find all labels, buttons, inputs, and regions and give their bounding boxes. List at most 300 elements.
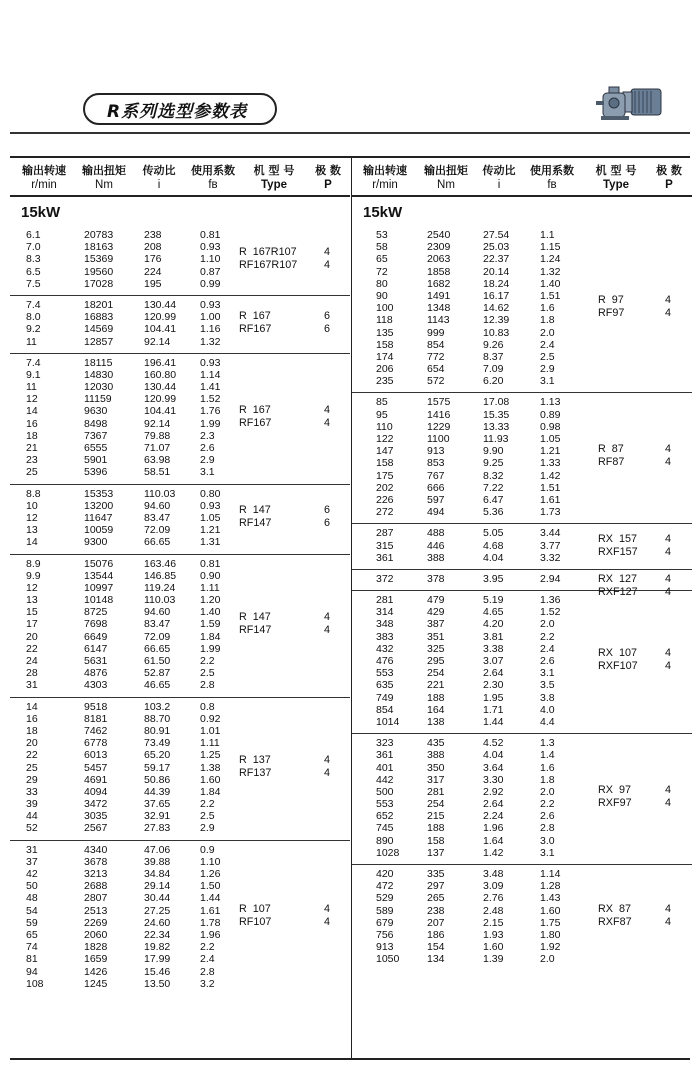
table-row xyxy=(10,880,350,892)
model-type: RXF157 xyxy=(598,545,638,558)
table-row xyxy=(352,749,692,761)
header-speed: 输出转速 xyxy=(22,164,66,177)
service-factor: 0.81 xyxy=(200,229,221,241)
output-torque: 188 xyxy=(427,822,445,835)
unit-factor: fв xyxy=(547,179,557,191)
unit-speed: r/min xyxy=(372,179,398,191)
service-factor: 2.3 xyxy=(200,429,215,442)
service-factor: 0.81 xyxy=(200,557,221,570)
ratio: 13.50 xyxy=(144,977,171,990)
table-row xyxy=(10,786,350,798)
output-speed: 442 xyxy=(376,773,394,786)
output-speed: 53 xyxy=(376,229,388,241)
pole-count: 6 xyxy=(324,517,331,530)
output-speed: 44 xyxy=(26,810,38,823)
output-torque: 1100 xyxy=(427,433,450,445)
ratio: 160.80 xyxy=(144,368,177,381)
table-row xyxy=(10,369,350,381)
pole-count: 4 xyxy=(324,915,331,928)
output-torque: 3472 xyxy=(84,798,108,811)
ratio: 176 xyxy=(144,253,162,266)
output-speed: 314 xyxy=(376,606,394,619)
table-row xyxy=(352,679,692,691)
pole-counts xyxy=(665,294,671,320)
output-speed: 383 xyxy=(376,630,394,643)
output-speed: 110 xyxy=(376,420,393,433)
output-speed: 59 xyxy=(26,916,38,929)
output-speed: 42 xyxy=(26,868,38,880)
pole-count: 4 xyxy=(665,532,672,545)
table-row xyxy=(352,494,692,506)
output-speed: 80 xyxy=(376,277,388,290)
model-types xyxy=(239,903,271,929)
ratio: 73.49 xyxy=(144,737,171,750)
model-group xyxy=(10,226,350,296)
table-row xyxy=(10,454,350,466)
output-torque: 5631 xyxy=(84,655,108,667)
model-group xyxy=(10,841,350,995)
unit-torque: Nm xyxy=(437,179,455,191)
output-torque: 446 xyxy=(427,539,445,552)
ratio: 12.39 xyxy=(483,314,510,327)
ratio: 66.65 xyxy=(144,642,171,655)
output-speed: 420 xyxy=(376,868,394,880)
model-type: RX 97 xyxy=(598,784,632,797)
model-type: RXF87 xyxy=(598,915,632,928)
unit-type: Type xyxy=(603,179,629,191)
output-torque: 7698 xyxy=(84,618,108,631)
output-speed: 432 xyxy=(376,642,394,655)
output-torque: 6555 xyxy=(84,442,108,454)
model-type: RF167R107 xyxy=(239,258,298,271)
output-torque: 9630 xyxy=(84,405,108,418)
output-torque: 2567 xyxy=(84,822,108,835)
output-speed: 72 xyxy=(376,265,388,278)
title-badge xyxy=(83,93,277,125)
model-types xyxy=(239,504,271,530)
output-torque: 254 xyxy=(427,798,445,811)
output-speed: 9.2 xyxy=(26,323,41,336)
table-row xyxy=(352,822,692,834)
ratio: 24.60 xyxy=(144,916,171,929)
service-factor: 1.05 xyxy=(540,433,561,445)
service-factor: 1.1 xyxy=(540,229,555,241)
output-torque: 4094 xyxy=(84,785,108,798)
service-factor: 1.21 xyxy=(540,445,561,458)
output-speed: 281 xyxy=(376,594,394,607)
model-type: R 147 xyxy=(239,610,271,623)
table-row xyxy=(352,552,692,564)
model-type: R 87 xyxy=(598,443,624,456)
model-types xyxy=(598,443,624,469)
gear-reducer-icon xyxy=(593,83,667,125)
model-group xyxy=(352,591,692,734)
output-torque: 10059 xyxy=(84,524,114,537)
pole-counts xyxy=(324,903,330,929)
output-torque: 2807 xyxy=(84,892,108,905)
output-torque: 6013 xyxy=(84,749,108,762)
output-torque: 479 xyxy=(427,594,445,607)
table-row xyxy=(10,253,350,265)
ratio: 8.37 xyxy=(483,350,504,363)
ratio: 58.51 xyxy=(144,466,171,479)
output-torque: 1143 xyxy=(427,314,450,327)
service-factor: 0.93 xyxy=(200,499,221,512)
service-factor: 1.6 xyxy=(540,302,555,315)
output-speed: 553 xyxy=(376,798,394,811)
service-factor: 1.41 xyxy=(200,381,221,394)
service-factor: 1.10 xyxy=(200,855,221,868)
ratio: 22.37 xyxy=(483,253,510,266)
ratio: 9.26 xyxy=(483,338,504,351)
pole-counts xyxy=(665,903,671,929)
model-types xyxy=(239,404,271,430)
pole-count: 4 xyxy=(324,610,331,623)
output-torque: 281 xyxy=(427,785,445,798)
ratio: 72.09 xyxy=(144,524,171,537)
table-row xyxy=(352,631,692,643)
model-type: R 167R107 xyxy=(239,245,297,258)
model-group xyxy=(10,485,350,555)
output-torque: 164 xyxy=(427,703,445,716)
ratio: 3.64 xyxy=(483,761,504,774)
table-row xyxy=(10,798,350,810)
service-factor: 2.4 xyxy=(200,953,215,966)
output-speed: 679 xyxy=(376,916,394,929)
service-factor: 1.15 xyxy=(540,241,561,254)
service-factor: 1.51 xyxy=(540,289,561,302)
ratio: 130.44 xyxy=(144,381,177,394)
pole-count: 4 xyxy=(665,572,672,585)
output-speed: 529 xyxy=(376,892,394,905)
service-factor: 1.50 xyxy=(200,880,221,893)
table-row xyxy=(10,953,350,965)
ratio: 7.09 xyxy=(483,363,504,376)
table-row xyxy=(352,643,692,655)
ratio: 47.06 xyxy=(144,843,171,856)
output-torque: 12030 xyxy=(84,381,114,394)
model-type: RXF107 xyxy=(598,660,638,673)
header-torque: 输出扭矩 xyxy=(424,164,468,177)
service-factor: 3.77 xyxy=(540,539,561,552)
ratio: 14.62 xyxy=(483,302,510,315)
ratio: 11.93 xyxy=(483,433,509,445)
ratio: 4.52 xyxy=(483,737,504,750)
output-torque: 1682 xyxy=(427,277,451,290)
output-torque: 666 xyxy=(427,481,445,494)
output-torque: 10148 xyxy=(84,594,114,607)
model-types xyxy=(239,754,271,780)
service-factor: 2.2 xyxy=(200,655,215,667)
output-torque: 7462 xyxy=(84,724,108,737)
service-factor: 1.4 xyxy=(540,749,555,762)
table-row xyxy=(352,445,692,457)
service-factor: 1.14 xyxy=(540,868,561,880)
output-speed: 20 xyxy=(26,630,38,643)
output-torque: 1828 xyxy=(84,941,108,954)
ratio: 83.47 xyxy=(144,618,171,631)
model-types xyxy=(239,611,271,637)
ratio: 238 xyxy=(144,229,162,241)
output-speed: 39 xyxy=(26,798,38,811)
output-torque: 158 xyxy=(427,834,445,847)
service-factor: 0.92 xyxy=(200,712,221,725)
output-torque: 772 xyxy=(427,350,445,363)
output-torque: 4303 xyxy=(84,679,108,692)
output-torque: 2513 xyxy=(84,904,108,917)
table-row xyxy=(352,667,692,679)
table-row xyxy=(10,774,350,786)
table-row xyxy=(10,978,350,990)
output-torque: 186 xyxy=(427,928,445,941)
output-speed: 10 xyxy=(26,499,38,512)
output-torque: 221 xyxy=(427,679,445,692)
output-speed: 175 xyxy=(376,469,394,482)
service-factor: 2.94 xyxy=(540,572,561,585)
header-factor: 使用系数 xyxy=(530,164,574,177)
table-row xyxy=(352,655,692,667)
table-row xyxy=(10,844,350,856)
model-type: RF147 xyxy=(239,517,272,530)
service-factor: 1.13 xyxy=(540,396,561,409)
table-row xyxy=(10,606,350,618)
output-torque: 3213 xyxy=(84,868,108,880)
pole-count: 4 xyxy=(665,660,672,673)
table-row xyxy=(10,466,350,478)
ratio: 7.22 xyxy=(483,481,504,494)
ratio: 3.07 xyxy=(483,655,504,667)
model-type: RF87 xyxy=(598,456,625,469)
pole-counts xyxy=(324,504,330,530)
ratio: 39.88 xyxy=(144,855,171,868)
output-torque: 378 xyxy=(427,572,445,585)
ratio: 120.99 xyxy=(144,311,177,324)
pole-count: 4 xyxy=(665,784,672,797)
service-factor: 3.8 xyxy=(540,691,555,704)
output-speed: 37 xyxy=(26,855,38,868)
ratio: 195 xyxy=(144,277,162,290)
service-factor: 0.93 xyxy=(200,298,221,311)
table-row xyxy=(352,798,692,810)
ratio: 103.2 xyxy=(144,700,171,713)
pole-counts xyxy=(665,443,671,469)
output-torque: 351 xyxy=(427,630,445,643)
model-type: R 167 xyxy=(239,403,271,416)
ratio: 44.39 xyxy=(144,785,171,798)
ratio: 3.81 xyxy=(483,630,504,643)
table-row xyxy=(352,302,692,314)
ratio: 1.71 xyxy=(483,703,504,716)
ratio: 66.65 xyxy=(144,536,171,549)
table-row xyxy=(352,762,692,774)
output-torque: 1416 xyxy=(427,408,451,421)
output-speed: 1028 xyxy=(376,846,400,859)
service-factor: 0.8 xyxy=(200,700,215,713)
table-row xyxy=(352,594,692,606)
output-speed: 226 xyxy=(376,493,394,506)
output-speed: 16 xyxy=(26,712,38,725)
model-type: R 97 xyxy=(598,294,624,307)
service-factor: 2.0 xyxy=(540,618,555,631)
service-factor: 2.0 xyxy=(540,953,555,966)
table-row xyxy=(10,430,350,442)
ratio: 63.98 xyxy=(144,454,171,467)
output-speed: 23 xyxy=(26,454,38,467)
ratio: 104.41 xyxy=(144,323,177,336)
service-factor: 1.16 xyxy=(200,323,221,336)
unit-torque: Nm xyxy=(95,179,113,191)
power-rating: 15kW xyxy=(21,204,61,221)
output-torque: 6778 xyxy=(84,737,108,750)
model-type: RXF97 xyxy=(598,797,632,810)
output-torque: 8725 xyxy=(84,606,108,619)
table-row xyxy=(10,856,350,868)
ratio: 2.30 xyxy=(483,679,504,692)
ratio: 1.39 xyxy=(483,953,504,966)
table-row xyxy=(10,524,350,536)
ratio: 34.84 xyxy=(144,868,171,880)
model-group xyxy=(352,393,692,524)
output-torque: 137 xyxy=(427,846,445,859)
output-speed: 81 xyxy=(26,953,38,966)
service-factor: 0.89 xyxy=(540,408,561,421)
header-rule xyxy=(10,132,690,134)
pole-count: 4 xyxy=(324,403,331,416)
model-type: R 167 xyxy=(239,310,271,323)
model-type: R 147 xyxy=(239,504,271,517)
ratio: 17.99 xyxy=(144,953,171,966)
group-list xyxy=(10,226,350,995)
output-speed: 20 xyxy=(26,737,38,750)
output-speed: 7.4 xyxy=(26,298,41,311)
table-header xyxy=(352,156,692,197)
service-factor: 2.5 xyxy=(540,350,555,363)
service-factor: 2.5 xyxy=(200,810,215,823)
ratio: 92.14 xyxy=(144,335,171,348)
output-speed: 1050 xyxy=(376,953,400,966)
service-factor: 2.6 xyxy=(540,810,555,823)
model-types xyxy=(598,294,624,320)
output-torque: 138 xyxy=(427,715,445,728)
table-row xyxy=(10,311,350,323)
model-type: RF167 xyxy=(239,416,272,429)
pole-counts xyxy=(324,754,330,780)
table-row xyxy=(352,527,692,539)
header-type: 机 型 号 xyxy=(253,164,295,177)
service-factor: 2.2 xyxy=(200,941,215,954)
service-factor: 3.5 xyxy=(540,679,555,692)
ratio: 110.03 xyxy=(144,594,176,607)
pole-counts xyxy=(324,611,330,637)
pole-count: 4 xyxy=(665,443,672,456)
output-speed: 15 xyxy=(26,606,38,619)
output-speed: 135 xyxy=(376,326,394,339)
output-speed: 21 xyxy=(26,442,38,454)
table-row xyxy=(352,941,692,953)
ratio: 79.88 xyxy=(144,429,171,442)
ratio: 65.20 xyxy=(144,749,171,762)
ratio: 5.36 xyxy=(483,506,504,519)
service-factor: 1.3 xyxy=(540,737,555,750)
ratio: 32.91 xyxy=(144,810,171,823)
ratio: 71.07 xyxy=(144,442,171,454)
output-torque: 134 xyxy=(427,953,445,966)
service-factor: 2.6 xyxy=(540,655,555,667)
output-torque: 9518 xyxy=(84,700,108,713)
ratio: 163.46 xyxy=(144,557,177,570)
table-row xyxy=(10,442,350,454)
output-torque: 5396 xyxy=(84,466,108,479)
output-speed: 158 xyxy=(376,338,394,351)
output-torque: 16883 xyxy=(84,311,114,324)
output-speed: 854 xyxy=(376,703,394,716)
output-torque: 207 xyxy=(427,916,445,929)
unit-ratio: i xyxy=(157,179,161,191)
service-factor: 2.4 xyxy=(540,642,555,655)
service-factor: 0.93 xyxy=(200,241,221,254)
service-factor: 3.1 xyxy=(540,667,555,680)
output-speed: 8.9 xyxy=(26,557,41,570)
ratio: 119.24 xyxy=(144,581,176,594)
output-speed: 28 xyxy=(26,667,38,680)
ratio: 94.60 xyxy=(144,606,171,619)
table-row xyxy=(352,314,692,326)
output-torque: 154 xyxy=(427,941,445,954)
table-row xyxy=(10,241,350,253)
table-row xyxy=(352,774,692,786)
output-speed: 553 xyxy=(376,667,394,680)
service-factor: 1.44 xyxy=(200,892,221,905)
table-row xyxy=(10,500,350,512)
table-row xyxy=(10,822,350,834)
output-speed: 348 xyxy=(376,618,394,631)
service-factor: 1.99 xyxy=(200,642,221,655)
service-factor: 2.0 xyxy=(540,326,555,339)
ratio: 13.33 xyxy=(483,420,510,433)
output-torque: 913 xyxy=(427,445,445,458)
ratio: 1.44 xyxy=(483,715,504,728)
table-row xyxy=(352,396,692,408)
output-torque: 188 xyxy=(427,691,445,704)
output-torque: 1491 xyxy=(427,289,451,302)
model-types xyxy=(598,784,632,810)
output-speed: 361 xyxy=(376,749,394,762)
ratio: 88.70 xyxy=(144,712,171,725)
table-row xyxy=(352,786,692,798)
model-group xyxy=(10,698,350,841)
table-row xyxy=(352,573,692,585)
table-row xyxy=(10,536,350,548)
service-factor: 1.84 xyxy=(200,785,221,798)
output-torque: 435 xyxy=(427,737,445,750)
table-row xyxy=(10,299,350,311)
output-torque: 388 xyxy=(427,749,445,762)
output-speed: 9.1 xyxy=(26,368,41,381)
ratio: 4.20 xyxy=(483,618,504,631)
output-speed: 29 xyxy=(26,773,38,786)
ratio: 15.35 xyxy=(483,408,510,421)
table-row xyxy=(352,716,692,728)
ratio: 4.68 xyxy=(483,539,504,552)
model-type: RXF127 xyxy=(598,585,638,598)
output-speed: 500 xyxy=(376,785,394,798)
model-type: RX 157 xyxy=(598,532,638,545)
model-type: RF137 xyxy=(239,766,272,779)
service-factor: 0.90 xyxy=(200,569,221,582)
output-torque: 1858 xyxy=(427,265,451,278)
ratio: 3.38 xyxy=(483,642,504,655)
header-torque: 输出扭矩 xyxy=(82,164,126,177)
